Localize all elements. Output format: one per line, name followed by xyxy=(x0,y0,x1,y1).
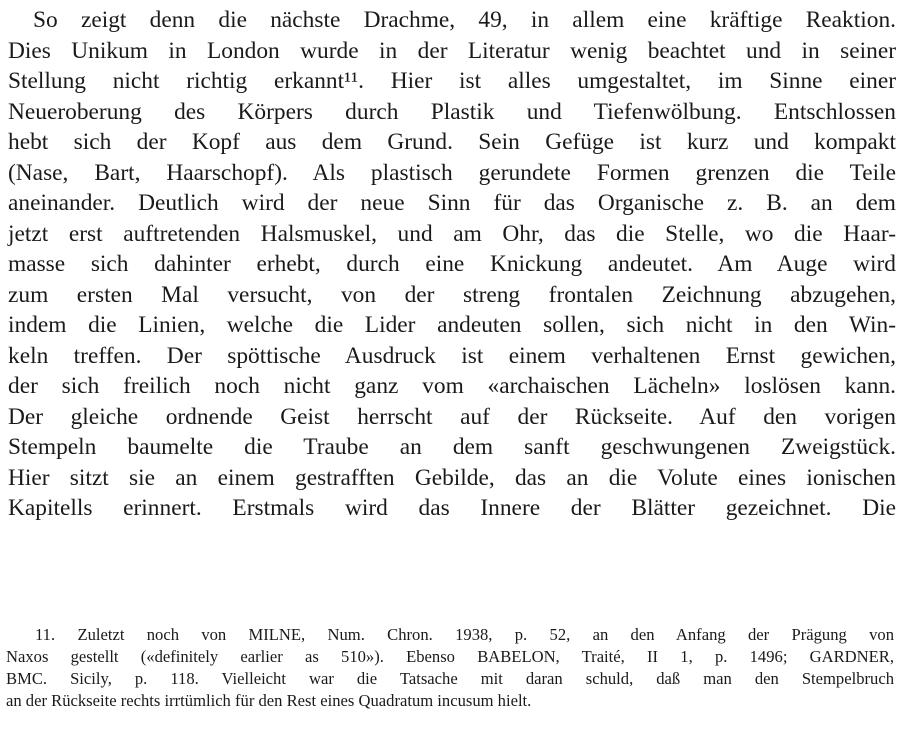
text-line: hebt sich der Kopf aus dem Grund. Sein Gefüge ist kurz und kompakt xyxy=(8,129,896,155)
text-line: indem die Linien, welche die Lider andeuten sollen, sich nicht in den Win- xyxy=(8,312,896,338)
text-line: Dies Unikum in London wurde in der Literatur wenig beachtet und in seiner xyxy=(8,37,896,64)
footnote-line: BMC. Sicily, p. 118. Vielleicht war die Tatsache mit daran schuld, daß man den Stempelbruch xyxy=(6,669,894,688)
footnote xyxy=(6,624,894,712)
text-line: keln treffen. Der spöttische Ausdruck ist einem verhaltenen Ernst gewichen, xyxy=(8,342,896,369)
main-text xyxy=(8,5,896,524)
text-line: Stellung nicht richtig erkannt¹¹. Hier ist alles umgestaltet, im Sinne einer xyxy=(8,68,896,94)
text-line: der sich freilich noch nicht ganz vom «archaischen Lächeln» loslösen kann. xyxy=(8,373,896,399)
text-line: zum ersten Mal versucht, von der streng frontalen Zeichnung abzugehen, xyxy=(8,281,896,308)
footnote-line: 11. Zuletzt noch von MILNE, Num. Chron. 1938, p. 52, an den Anfang der Prägung von xyxy=(35,625,894,644)
text-line: aneinander. Deutlich wird der neue Sinn für das Organische z. B. an dem xyxy=(8,190,896,216)
text-line: Hier sitzt sie an einem gestrafften Gebilde, das an die Volute eines ionischen xyxy=(8,464,896,491)
text-line: Kapitells erinnert. Erstmals wird das Innere der Blätter gezeichnet. Die xyxy=(8,495,896,521)
text-line: masse sich dahinter erhebt, durch eine Knickung andeutet. Am Auge wird xyxy=(8,251,896,277)
footnote-line: an der Rückseite rechts irrtümlich für den Rest eines Quadratum incusum hielt. xyxy=(6,691,532,710)
footnote-line: Naxos gestellt («definitely earlier as 510»). Ebenso BABELON, Traité, II 1, p. 1496; GARDNER, xyxy=(6,647,894,666)
text-line: So zeigt denn die nächste Drachme, 49, in allem eine kräftige Reaktion. xyxy=(33,7,896,33)
text-line: Neueroberung des Körpers durch Plastik und Tiefenwölbung. Entschlossen xyxy=(8,98,896,125)
text-line: (Nase, Bart, Haarschopf). Als plastisch gerundete Formen grenzen die Teile xyxy=(8,159,896,186)
text-line: Stempeln baumelte die Traube an dem sanft geschwungenen Zweigstück. xyxy=(8,434,896,460)
text-line: Der gleiche ordnende Geist herrscht auf der Rückseite. Auf den vorigen xyxy=(8,403,896,430)
text-line: jetzt erst auftretenden Halsmuskel, und am Ohr, das die Stelle, wo die Haar- xyxy=(8,220,896,247)
